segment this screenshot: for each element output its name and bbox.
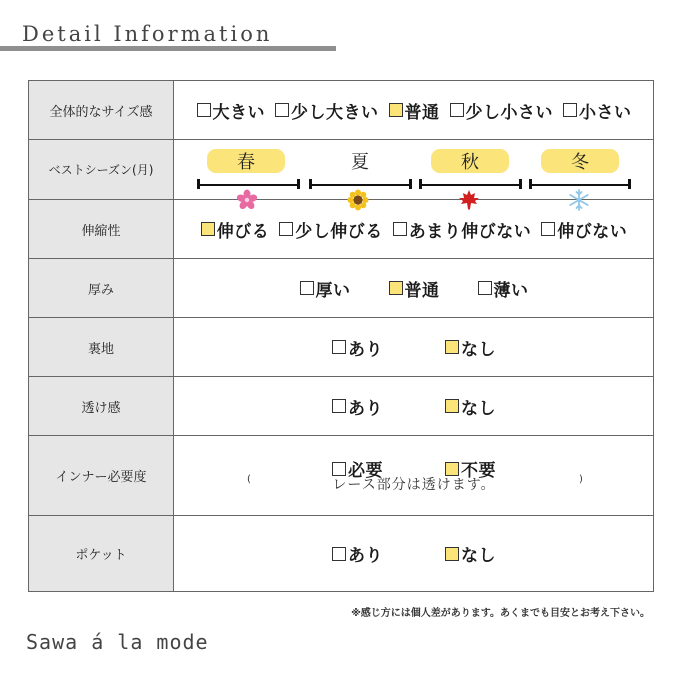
season-pill-spring: 春 [207, 149, 285, 173]
row-label: インナー必要度 [29, 436, 174, 515]
row-label: ポケット [29, 516, 174, 591]
option-label: なし [461, 546, 496, 566]
sheer-options [175, 377, 653, 435]
option-label: 普通 [404, 102, 440, 123]
unchecked-box-icon [332, 340, 346, 354]
inner-note [175, 474, 653, 494]
option-item [389, 276, 440, 301]
option-item [201, 217, 270, 242]
option-label: 厚い [315, 280, 351, 301]
brand-logo: Sawa á la mode [26, 630, 209, 654]
option-label: 薄い [493, 280, 529, 301]
row-label: 全体的なサイズ感 [29, 81, 174, 139]
option-item [450, 98, 554, 123]
option-label: なし [461, 339, 496, 360]
thickness-options [175, 259, 653, 317]
row-label: 厚み [29, 259, 174, 317]
unchecked-box-icon [279, 222, 293, 236]
option-label: 少し小さい [465, 102, 553, 123]
option-label: 必要 [348, 461, 383, 481]
row-stretch [29, 200, 653, 259]
option-label: あまり伸びない [408, 221, 532, 242]
season-tick [297, 179, 300, 189]
option-item [445, 541, 496, 566]
option-label: 伸びる [216, 221, 270, 242]
checked-box-icon [445, 340, 459, 354]
option-label: 伸びない [557, 221, 628, 242]
row-sheer [29, 377, 653, 436]
season-pill-summer: 夏 [351, 152, 369, 173]
option-item [393, 217, 532, 242]
unchecked-box-icon [275, 103, 289, 117]
lining-options [175, 318, 653, 376]
option-item [445, 335, 496, 360]
note-paren-close: ) [579, 474, 583, 485]
season-cell [175, 140, 653, 199]
page-title: Detail Information [22, 22, 273, 46]
option-item [541, 217, 627, 242]
footnote: ※感じ方には個人差があります。あくまでも目安とお考え下さい。 [351, 608, 650, 619]
season-tick [628, 179, 631, 189]
option-label: 不要 [461, 461, 496, 481]
row-label: 裏地 [29, 318, 174, 376]
title-underline [0, 46, 336, 51]
checked-box-icon [389, 103, 403, 117]
option-label: あり [348, 546, 383, 566]
checked-box-icon [445, 547, 459, 561]
option-label: 少し大きい [291, 102, 379, 123]
option-item [445, 394, 496, 419]
row-label: 透け感 [29, 377, 174, 435]
unchecked-box-icon [478, 281, 492, 295]
inner-cell [175, 436, 653, 515]
option-item [478, 276, 529, 301]
option-item [332, 394, 383, 419]
option-item [279, 217, 383, 242]
unchecked-box-icon [332, 547, 346, 561]
option-item [563, 98, 632, 123]
season-line [529, 184, 629, 186]
season-tick [529, 179, 532, 189]
unchecked-box-icon [393, 222, 407, 236]
unchecked-box-icon [563, 103, 577, 117]
season-chart [175, 140, 653, 199]
unchecked-box-icon [541, 222, 555, 236]
row-inner [29, 436, 653, 516]
option-label: 小さい [579, 102, 632, 123]
checked-box-icon [389, 281, 403, 295]
season-pill-winter: 冬 [541, 149, 619, 173]
unchecked-box-icon [300, 281, 314, 295]
option-label: 少し伸びる [295, 221, 383, 242]
option-item [332, 335, 383, 360]
option-item [300, 276, 351, 301]
row-lining [29, 318, 653, 377]
note-paren-open: ( [247, 474, 251, 485]
stretch-options [175, 200, 653, 258]
season-tick [409, 179, 412, 189]
pocket-options [175, 516, 653, 591]
option-item [197, 98, 266, 123]
row-season [29, 140, 653, 200]
season-tick [519, 179, 522, 189]
unchecked-box-icon [197, 103, 211, 117]
season-line [419, 184, 519, 186]
season-line [309, 184, 409, 186]
row-label: ベストシーズン(月) [29, 140, 174, 199]
option-item [332, 541, 383, 566]
row-size [29, 81, 653, 140]
season-pill-autumn: 秋 [431, 149, 509, 173]
option-label: あり [348, 398, 383, 419]
unchecked-box-icon [450, 103, 464, 117]
option-label: 普通 [404, 280, 440, 301]
season-line [197, 184, 297, 186]
detail-table [28, 80, 654, 592]
option-label: あり [348, 339, 383, 360]
option-item [275, 98, 379, 123]
option-label: 大きい [212, 102, 265, 123]
season-tick [197, 179, 200, 189]
row-pocket [29, 516, 653, 591]
note-text: レース部分は透けます。 [332, 477, 496, 493]
size-options [175, 81, 653, 139]
checked-box-icon [201, 222, 215, 236]
unchecked-box-icon [332, 399, 346, 413]
checked-box-icon [445, 399, 459, 413]
row-thickness [29, 259, 653, 318]
season-tick [419, 179, 422, 189]
row-label: 伸縮性 [29, 200, 174, 258]
season-tick [309, 179, 312, 189]
option-item [389, 98, 440, 123]
option-label: なし [461, 398, 496, 419]
